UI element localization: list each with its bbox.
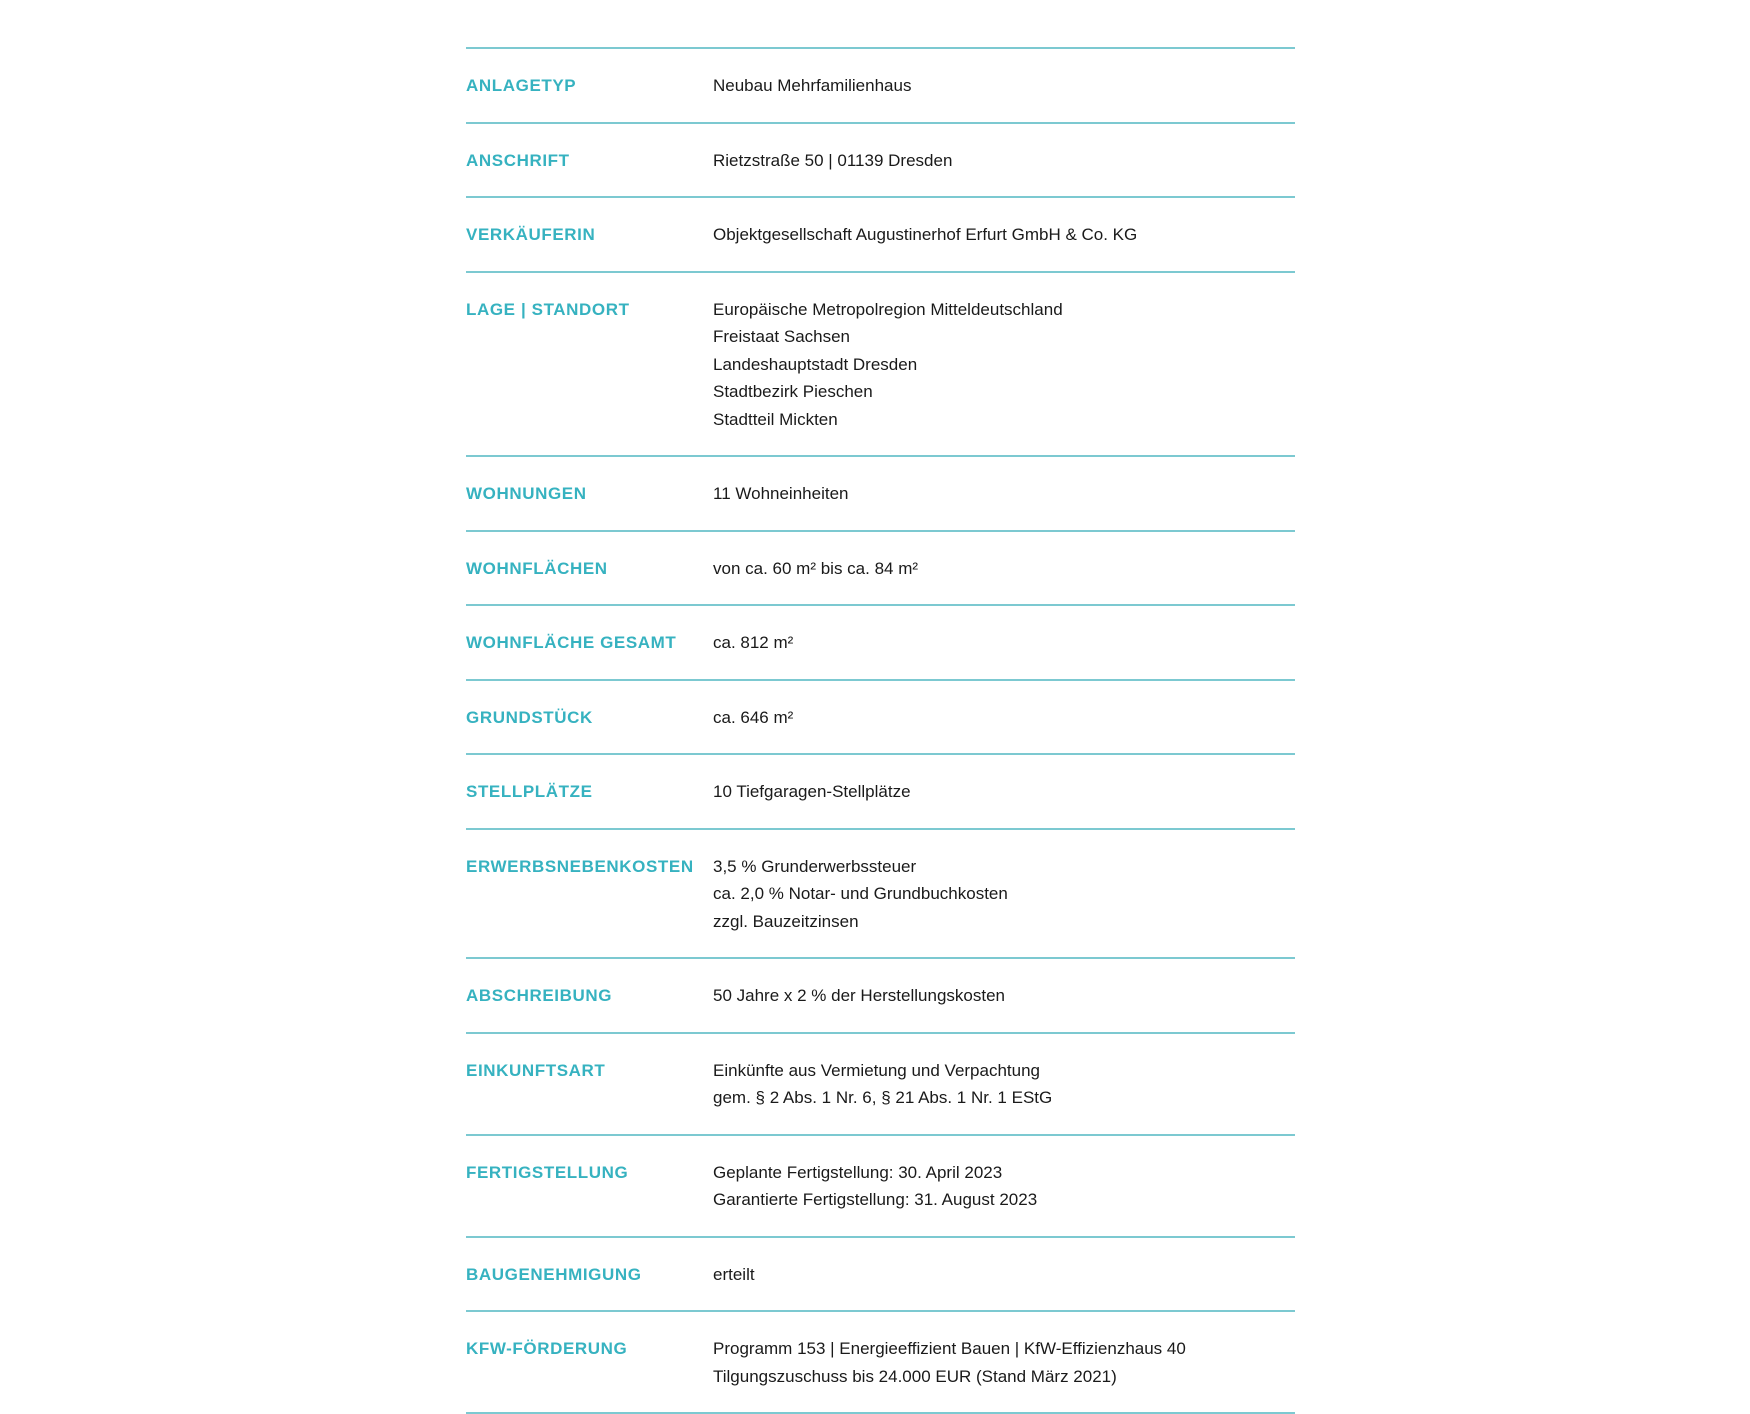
row-label: BAUGENEHMIGUNG	[466, 1264, 642, 1284]
value-line: Programm 153 | Energieeffizient Bauen | KfW-Effizienzhaus 40	[713, 1339, 1186, 1358]
row-value	[713, 1057, 1295, 1112]
value-line: Rietzstraße 50 | 01139 Dresden	[713, 150, 953, 170]
value-line: von ca. 60 m² bis ca. 84 m²	[713, 558, 919, 578]
row-value	[713, 853, 1295, 936]
table-row	[466, 1034, 1295, 1136]
row-label: WOHNFLÄCHEN	[466, 558, 608, 578]
value-line: ca. 812 m²	[713, 633, 794, 652]
value-line: Objektgesellschaft Augustinerhof Erfurt GmbH & Co. KG	[713, 225, 1138, 244]
value-line: erteilt	[713, 1264, 755, 1284]
table-row	[466, 532, 1295, 607]
row-label: STELLPLÄTZE	[466, 782, 593, 801]
table-row	[466, 606, 1295, 681]
row-value	[713, 629, 1295, 657]
table-row	[466, 681, 1295, 756]
table-row	[466, 1238, 1295, 1313]
value-line: 10 Tiefgaragen-Stellplätze	[713, 782, 911, 801]
value-line: Geplante Fertigstellung: 30. April 2023	[713, 1162, 1003, 1182]
row-label: LAGE | STANDORT	[466, 299, 630, 319]
table-row	[466, 830, 1295, 960]
value-line: Tilgungszuschuss bis 24.000 EUR (Stand März 2021)	[713, 1366, 1117, 1386]
row-value	[713, 704, 1295, 732]
row-label: WOHNFLÄCHE GESAMT	[466, 633, 677, 652]
row-value	[713, 1335, 1295, 1390]
table-row	[466, 49, 1295, 124]
value-line: ca. 2,0 % Notar- und Grundbuchkosten	[713, 884, 1008, 903]
value-line: 11 Wohneinheiten	[713, 484, 849, 503]
row-label: KFW-FÖRDERUNG	[466, 1339, 628, 1358]
value-line: Europäische Metropolregion Mitteldeutschland	[713, 299, 1063, 319]
row-value	[713, 72, 1295, 100]
table-row	[466, 959, 1295, 1034]
row-value	[713, 147, 1295, 175]
value-line: Neubau Mehrfamilienhaus	[713, 76, 912, 95]
value-line: zzgl. Bauzeitzinsen	[713, 911, 859, 931]
value-line: 50 Jahre x 2 % der Herstellungskosten	[713, 986, 1005, 1005]
row-value	[713, 1261, 1295, 1289]
value-line: Stadtbezirk Pieschen	[713, 382, 873, 401]
row-label: ERWERBSNEBENKOSTEN	[466, 856, 694, 876]
row-value	[713, 221, 1295, 249]
row-value	[713, 982, 1295, 1010]
value-line: Einkünfte aus Vermietung und Verpachtung	[713, 1060, 1041, 1080]
row-label: ABSCHREIBUNG	[466, 986, 613, 1005]
table-row	[466, 198, 1295, 273]
row-label: GRUNDSTÜCK	[466, 707, 593, 727]
property-facts-table	[466, 47, 1295, 1414]
value-line: Landeshauptstadt Dresden	[713, 354, 918, 374]
value-line: Garantierte Fertigstellung: 31. August 2023	[713, 1190, 1038, 1209]
table-row	[466, 124, 1295, 199]
table-row	[466, 457, 1295, 532]
value-line: Stadtteil Mickten	[713, 409, 838, 429]
table-row	[466, 755, 1295, 830]
table-row	[466, 1312, 1295, 1414]
table-row	[466, 1136, 1295, 1238]
row-value	[713, 480, 1295, 508]
value-line: gem. § 2 Abs. 1 Nr. 6, § 21 Abs. 1 Nr. 1 EStG	[713, 1088, 1053, 1107]
value-line: ca. 646 m²	[713, 707, 794, 727]
row-label: ANSCHRIFT	[466, 150, 570, 170]
row-label: FERTIGSTELLUNG	[466, 1162, 629, 1182]
row-value	[713, 1159, 1295, 1214]
value-line: Freistaat Sachsen	[713, 327, 851, 346]
row-value	[713, 296, 1295, 434]
row-value	[713, 778, 1295, 806]
value-line: 3,5 % Grunderwerbssteuer	[713, 856, 917, 876]
table-row	[466, 273, 1295, 458]
row-label: ANLAGETYP	[466, 76, 577, 95]
row-label: EINKUNFTSART	[466, 1060, 606, 1080]
row-label: VERKÄUFERIN	[466, 225, 596, 244]
row-label: WOHNUNGEN	[466, 484, 587, 503]
row-value	[713, 555, 1295, 583]
